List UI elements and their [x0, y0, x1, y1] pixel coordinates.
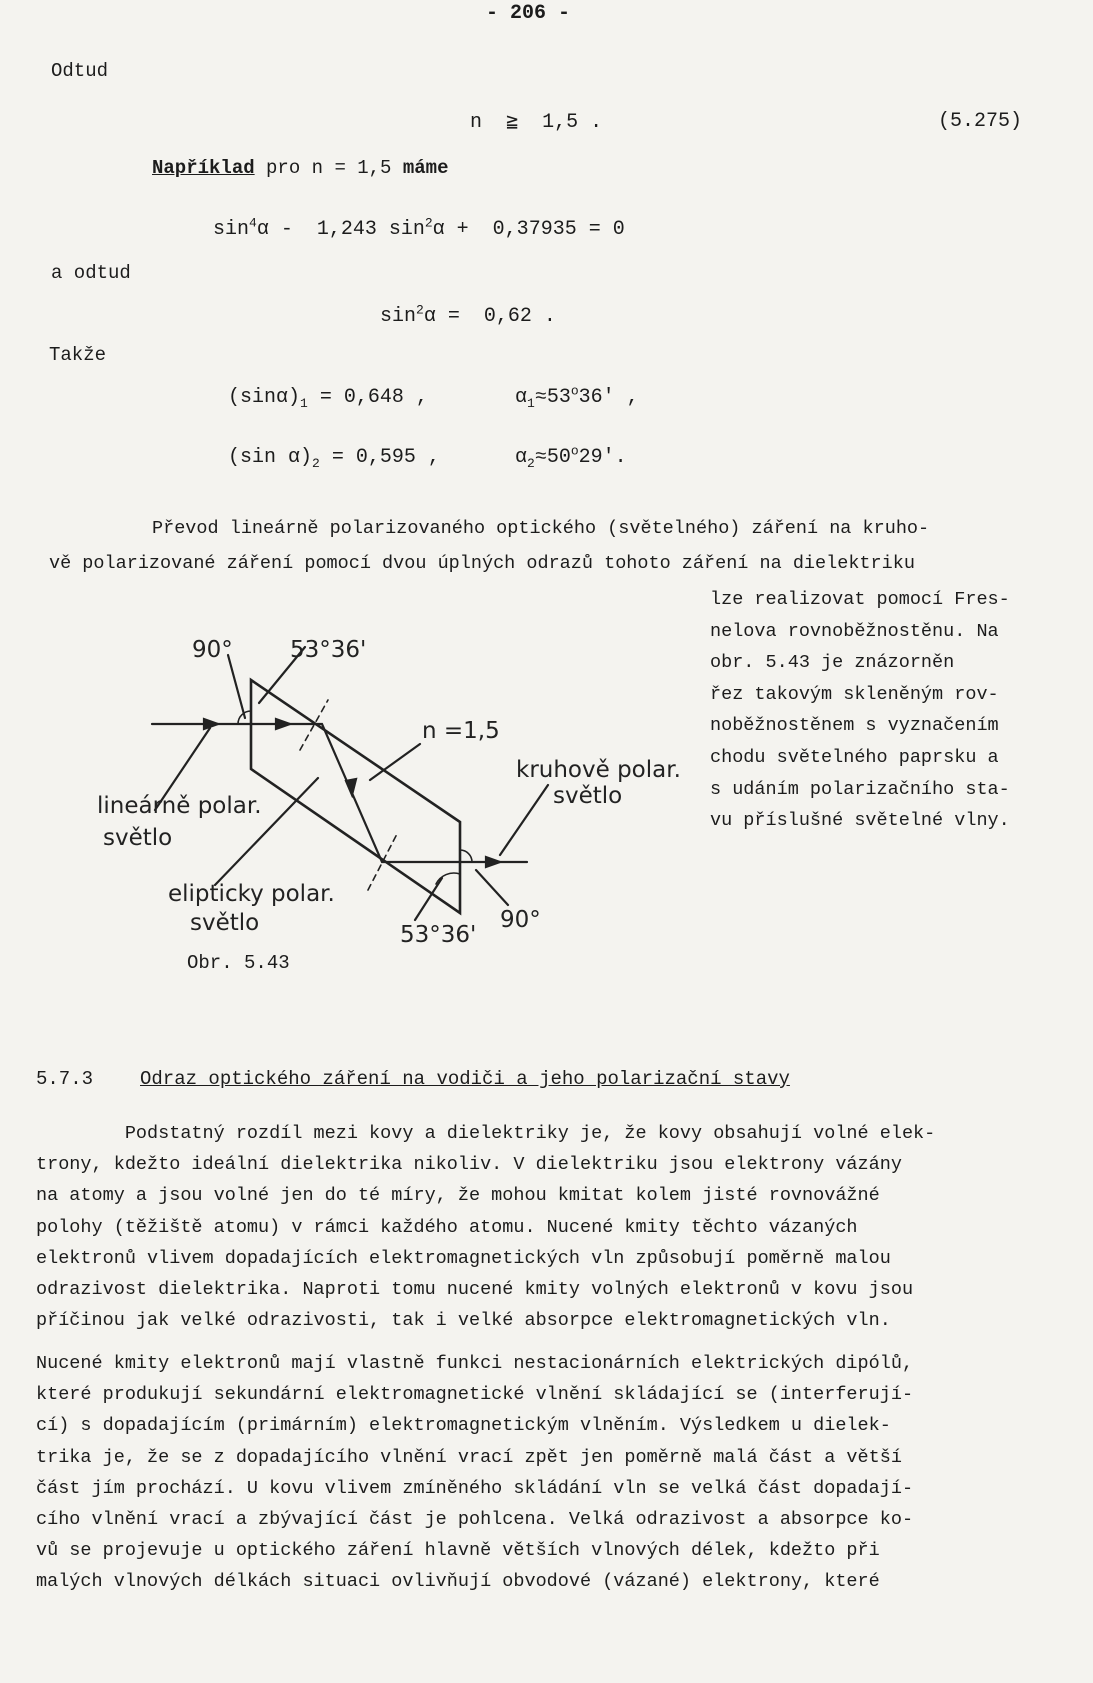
side-line: řez takovým skleněným rov-: [710, 683, 999, 705]
text-takze: Takže: [49, 344, 107, 366]
a1-part: 36′ ,: [578, 386, 639, 409]
label-refractive-index: n =1,5: [422, 718, 500, 744]
leader-line: [415, 878, 442, 920]
eq1-part: α + 0,37935 = 0: [432, 218, 625, 241]
angle-arc: [460, 850, 472, 862]
ineq-rhs: 1,5 .: [542, 111, 603, 134]
side-line: obr. 5.43 je znázorněn: [710, 652, 955, 674]
a2-sub: 2: [527, 456, 535, 471]
side-line: lze realizovat pomocí Fres-: [710, 589, 1010, 610]
inequality: [470, 108, 602, 134]
eq1-exp: 2: [424, 215, 433, 231]
figure-caption: Obr. 5.43: [187, 952, 290, 974]
example-line: [152, 157, 448, 179]
r2-part: = 0,595 ,: [319, 446, 440, 469]
label-linear-pol-2: světlo: [103, 825, 173, 851]
side-line: noběžnostěnem s vyznačením: [710, 715, 999, 737]
angle-2: [515, 443, 627, 471]
text-line: na atomy a jsou volné jen do té míry, že mohou kmitat kolem jisté rovnovážné: [36, 1185, 880, 1207]
eq2-part: α = 0,62 .: [423, 305, 556, 328]
normal-line: [368, 832, 398, 890]
example-label: Například: [152, 157, 255, 179]
text-line: trika je, že se z dopadajícího vlnění vrací zpět jen poměrně malá část a větší: [36, 1446, 902, 1468]
r1-part: (sinα): [228, 386, 301, 409]
arrow-head: [486, 857, 500, 867]
text-line: malých vlnových délkách situaci ovlivňují obvodové (vázané) elektrony, které: [36, 1571, 880, 1593]
r1-part: = 0,648 ,: [307, 386, 428, 409]
arrow-head: [276, 719, 290, 729]
text-line: příčinou jak velké odrazivosti, tak i velké absorpce elektromagnetických vln.: [36, 1310, 891, 1332]
a1-sub: 1: [527, 396, 535, 411]
text-line: cího vlnění vrací a zbývající část je pohlcena. Velká odrazivost a absorpce ko-: [36, 1509, 914, 1531]
normal-line: [300, 700, 328, 750]
text-line: vů se projevuje u optického záření hlavně větších vlnových délek, kdežto při: [36, 1540, 880, 1562]
fresnel-line-2: vě polarizované záření pomocí dvou úplných odrazů tohoto záření na dielektriku: [49, 553, 915, 574]
example-mid: pro n = 1,5: [266, 157, 392, 179]
angle-1: [515, 383, 639, 411]
eq1-part: sin: [213, 218, 250, 241]
eq1-exp: 4: [249, 215, 257, 231]
arrow-head: [204, 719, 218, 729]
example-end: máme: [402, 157, 449, 179]
equation-ref: (5.275): [938, 110, 1023, 133]
text-line: trony, kdežto ideální dielektrika nikoliv. V dielektriku jsou elektrony vázány: [36, 1154, 902, 1176]
section-title: Odraz optického záření na vodiči a jeho polarizační stavy: [140, 1068, 790, 1090]
page-number: - 206 -: [486, 2, 571, 25]
label-elliptic-pol-2: světlo: [190, 910, 260, 936]
leader-line: [500, 785, 548, 855]
eq1-part: α - 1,243 sin: [256, 218, 425, 241]
leader-line: [228, 655, 245, 718]
label-circular-pol-2: světlo: [553, 783, 623, 809]
a2-part: α: [515, 446, 528, 469]
r2-part: (sin α): [228, 446, 313, 469]
prism-outline: [251, 680, 460, 913]
label-angle-90-top: 90°: [192, 637, 233, 663]
label-angle-90-bottom: 90°: [500, 907, 541, 933]
section-number: 5.7.3: [36, 1068, 94, 1090]
ineq-lhs: n: [470, 111, 483, 134]
text-line: část jím prochází. U kovu vlivem zmíněného skládání vln se velká část dopadají-: [36, 1477, 914, 1499]
a1-part: ≈53: [534, 386, 571, 409]
eq2-part: sin: [380, 305, 417, 328]
a2-part: 29′.: [578, 446, 627, 469]
a1-part: α: [515, 386, 528, 409]
a2-part: ≈50: [534, 446, 571, 469]
leader-line: [370, 744, 420, 780]
text-line: Nucené kmity elektronů mají vlastně funkci nestacionárních elektrických dipólů,: [36, 1353, 914, 1374]
text-a-odtud: a odtud: [51, 262, 131, 284]
text-line: Podstatný rozdíl mezi kovy a dielektriky je, že kovy obsahují volné elek-: [36, 1123, 936, 1144]
side-line: nelova rovnoběžnostěnu. Na: [710, 620, 999, 642]
a1-deg: o: [570, 383, 579, 399]
angle-arc: [436, 873, 460, 884]
r1-sub: 1: [300, 396, 308, 411]
equation-sin2: [380, 302, 556, 328]
label-elliptic-pol-1: elipticky polar.: [168, 881, 335, 907]
angle-arc: [238, 711, 251, 724]
paragraph-1: [36, 1118, 1066, 1336]
ineq-symbol: ≧: [506, 111, 519, 134]
text-odtud: Odtud: [51, 60, 109, 82]
fresnel-line-1: Převod lineárně polarizovaného optického (světelného) záření na kruho-: [152, 518, 930, 539]
result-2: [228, 446, 440, 469]
text-line: které produkují sekundární elektromagnetické vlnění skládající se (interferují-: [36, 1384, 914, 1406]
label-circular-pol-1: kruhově polar.: [516, 757, 681, 783]
side-line: chodu světelného paprsku a: [710, 746, 999, 768]
internal-ray: [251, 724, 460, 862]
arrow-head: [346, 779, 356, 795]
r2-sub: 2: [312, 456, 320, 471]
fresnel-side-text: [710, 584, 1010, 837]
side-line: vu příslušné světelné vlny.: [710, 810, 1010, 832]
label-angle-5336-bottom: 53°36': [400, 922, 477, 948]
a2-deg: o: [570, 443, 579, 459]
result-1: [228, 386, 428, 409]
text-line: elektronů vlivem dopadajících elektromagnetických vln způsobují poměrně malou: [36, 1247, 891, 1269]
label-angle-5336-top: 53°36': [290, 637, 367, 663]
text-line: cí) s dopadajícím (primárním) elektromagnetickým vlněním. Výsledkem u dielek-: [36, 1415, 891, 1437]
leader-line: [476, 870, 508, 905]
text-line: polohy (těžiště atomu) v rámci každého atomu. Nucené kmity těchto vázaných: [36, 1216, 858, 1238]
paragraph-2: [36, 1348, 1066, 1598]
equation-quartic: [213, 215, 625, 241]
side-line: s udáním polarizačního sta-: [710, 778, 1010, 800]
text-line: odrazivost dielektrika. Naproti tomu nucené kmity volných elektronů v kovu jsou: [36, 1279, 914, 1301]
eq2-exp: 2: [416, 302, 424, 318]
label-linear-pol-1: lineárně polar.: [97, 793, 262, 819]
